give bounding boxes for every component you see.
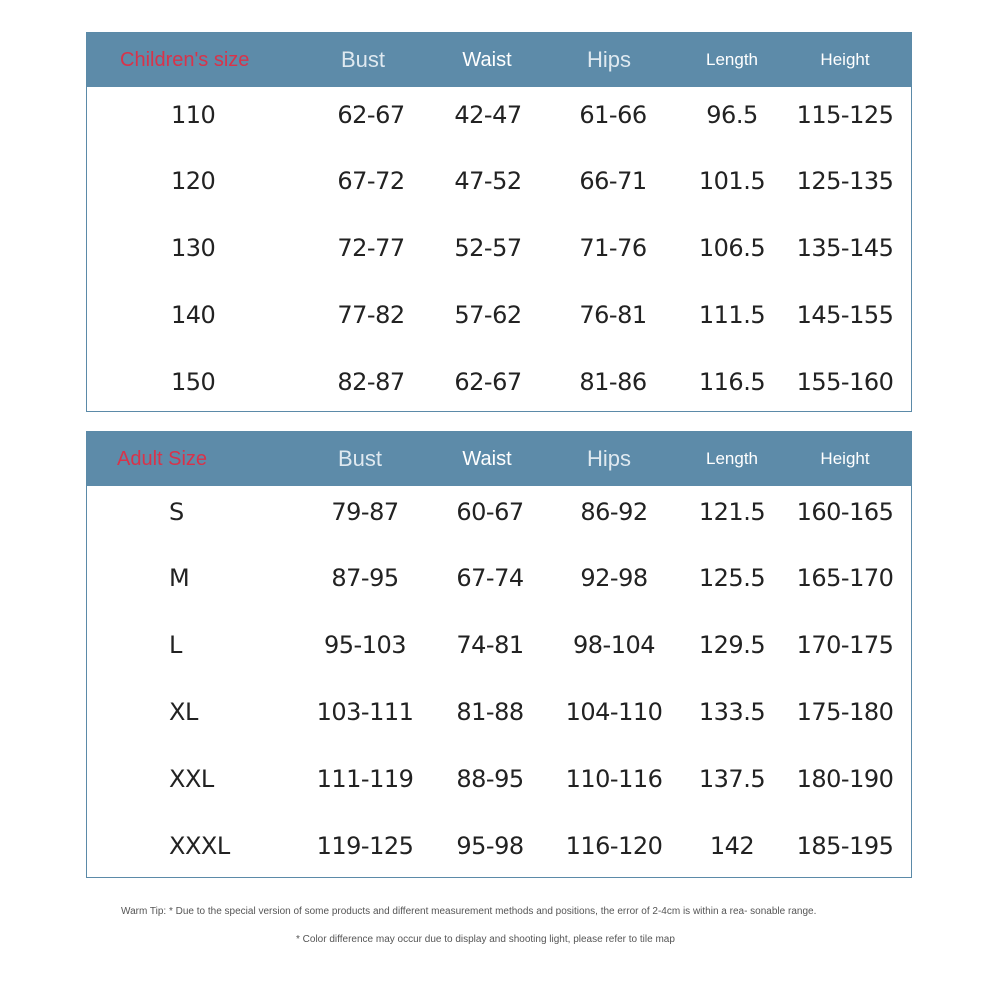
size-cell: 110 bbox=[171, 101, 216, 129]
header-waist: Waist bbox=[462, 49, 512, 71]
bust-cell: 103-111 bbox=[316, 698, 414, 726]
bust-cell: 72-77 bbox=[337, 234, 405, 262]
height-cell: 175-180 bbox=[796, 698, 894, 726]
bust-cell: 77-82 bbox=[337, 301, 405, 329]
hips-cell: 76-81 bbox=[579, 301, 647, 329]
length-cell: 106.5 bbox=[698, 234, 766, 262]
hips-cell: 116-120 bbox=[565, 832, 663, 860]
length-cell: 129.5 bbox=[698, 631, 766, 659]
bust-cell: 95-103 bbox=[323, 631, 407, 659]
size-cell: XL bbox=[169, 698, 198, 726]
adult-size-table bbox=[86, 431, 912, 878]
height-cell: 170-175 bbox=[796, 631, 894, 659]
hips-cell: 71-76 bbox=[579, 234, 647, 262]
size-cell: 150 bbox=[171, 368, 216, 396]
header-adult-size: Adult Size bbox=[117, 448, 208, 470]
size-cell: M bbox=[169, 564, 190, 592]
size-cell: XXXL bbox=[169, 832, 230, 860]
bust-cell: 82-87 bbox=[337, 368, 405, 396]
length-cell: 133.5 bbox=[698, 698, 766, 726]
length-cell: 125.5 bbox=[698, 564, 766, 592]
height-cell: 125-135 bbox=[796, 167, 894, 195]
size-cell: 130 bbox=[171, 234, 216, 262]
waist-cell: 74-81 bbox=[456, 631, 524, 659]
height-cell: 180-190 bbox=[796, 765, 894, 793]
length-cell: 137.5 bbox=[698, 765, 766, 793]
waist-cell: 60-67 bbox=[456, 498, 524, 526]
bust-cell: 111-119 bbox=[316, 765, 414, 793]
adult-table-header bbox=[87, 432, 911, 486]
header-waist: Waist bbox=[462, 448, 512, 470]
bust-cell: 87-95 bbox=[331, 564, 399, 592]
waist-cell: 52-57 bbox=[454, 234, 522, 262]
hips-cell: 98-104 bbox=[572, 631, 656, 659]
bust-cell: 79-87 bbox=[331, 498, 399, 526]
waist-cell: 81-88 bbox=[456, 698, 524, 726]
header-length: Length bbox=[706, 449, 758, 468]
waist-cell: 95-98 bbox=[456, 832, 524, 860]
height-cell: 155-160 bbox=[796, 368, 894, 396]
waist-cell: 57-62 bbox=[454, 301, 522, 329]
header-length: Length bbox=[706, 50, 758, 69]
hips-cell: 104-110 bbox=[565, 698, 663, 726]
height-cell: 145-155 bbox=[796, 301, 894, 329]
height-cell: 115-125 bbox=[796, 101, 894, 129]
hips-cell: 81-86 bbox=[579, 368, 647, 396]
children-table-header bbox=[87, 33, 911, 87]
hips-cell: 61-66 bbox=[579, 101, 647, 129]
waist-cell: 47-52 bbox=[454, 167, 522, 195]
bust-cell: 119-125 bbox=[316, 832, 414, 860]
length-cell: 142 bbox=[709, 832, 755, 860]
header-height: Height bbox=[820, 50, 870, 69]
height-cell: 165-170 bbox=[796, 564, 894, 592]
waist-cell: 67-74 bbox=[456, 564, 524, 592]
height-cell: 185-195 bbox=[796, 832, 894, 860]
header-children-size: Children's size bbox=[120, 49, 250, 71]
length-cell: 96.5 bbox=[706, 101, 758, 129]
waist-cell: 88-95 bbox=[456, 765, 524, 793]
children-size-table bbox=[86, 32, 912, 412]
hips-cell: 66-71 bbox=[579, 167, 647, 195]
height-cell: 135-145 bbox=[796, 234, 894, 262]
header-hips: Hips bbox=[586, 47, 632, 72]
hips-cell: 92-98 bbox=[580, 564, 648, 592]
warm-tip-note: Warm Tip: * Due to the special version of some products and different measurement methods and positions, the error of 2-4cm is within a rea- sonable range. bbox=[121, 906, 817, 917]
header-bust: Bust bbox=[340, 47, 386, 72]
size-cell: L bbox=[169, 631, 182, 659]
length-cell: 116.5 bbox=[698, 368, 766, 396]
length-cell: 121.5 bbox=[698, 498, 766, 526]
hips-cell: 86-92 bbox=[580, 498, 648, 526]
header-height: Height bbox=[820, 449, 870, 468]
hips-cell: 110-116 bbox=[565, 765, 663, 793]
header-bust: Bust bbox=[337, 446, 383, 471]
size-cell: 140 bbox=[171, 301, 216, 329]
length-cell: 101.5 bbox=[698, 167, 766, 195]
size-cell: XXL bbox=[169, 765, 214, 793]
color-difference-note: * Color difference may occur due to display and shooting light, please refer to tile map bbox=[296, 934, 675, 945]
header-hips: Hips bbox=[586, 446, 632, 471]
size-cell: 120 bbox=[171, 167, 216, 195]
bust-cell: 67-72 bbox=[337, 167, 405, 195]
length-cell: 111.5 bbox=[698, 301, 766, 329]
height-cell: 160-165 bbox=[796, 498, 894, 526]
bust-cell: 62-67 bbox=[337, 101, 405, 129]
waist-cell: 42-47 bbox=[454, 101, 522, 129]
size-cell: S bbox=[169, 498, 184, 526]
waist-cell: 62-67 bbox=[454, 368, 522, 396]
